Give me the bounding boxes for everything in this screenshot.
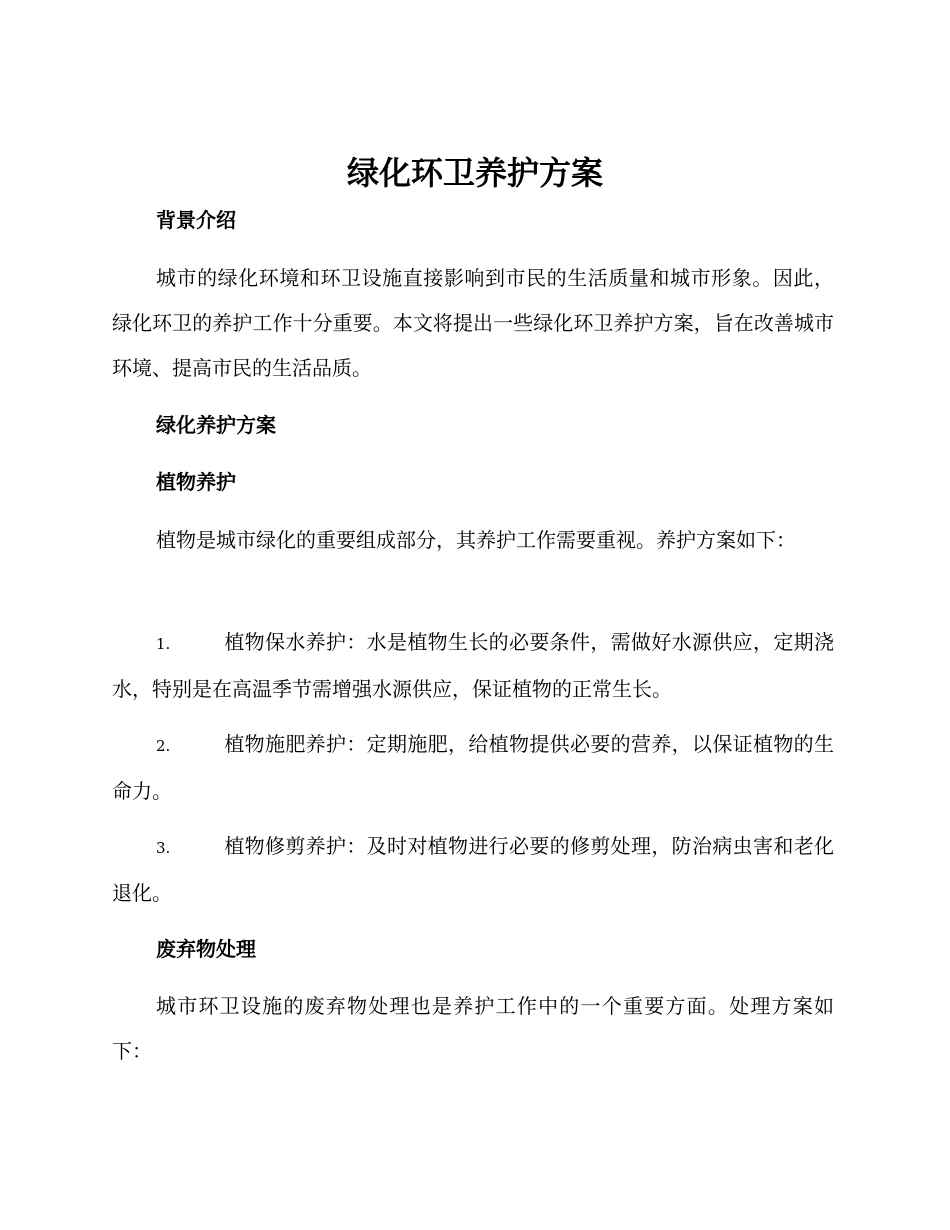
section-heading-background: 背景介绍: [156, 208, 236, 232]
section-heading-waste: 废弃物处理: [156, 937, 256, 961]
list-item-number: 3.: [156, 839, 171, 857]
list-item-number: 1.: [156, 635, 171, 653]
section-heading-greening: 绿化养护方案: [156, 413, 276, 437]
list-item-text: 植物修剪养护：及时对植物进行必要的修剪处理，防治病虫害和老化退化。: [112, 834, 834, 905]
section-heading-plant: 植物养护: [156, 470, 236, 494]
list-item-text: 植物施肥养护：定期施肥，给植物提供必要的营养，以保证植物的生命力。: [112, 732, 834, 803]
list-item: [112, 620, 834, 712]
list-item: [112, 824, 834, 916]
document-title: 绿化环卫养护方案: [346, 154, 603, 192]
list-item: [112, 722, 834, 814]
list-item-number: 2.: [156, 737, 171, 755]
list-item-text: 植物保水养护：水是植物生长的必要条件，需做好水源供应，定期浇水，特别是在高温季节需增强水源供应，保证植物的正常生长。: [112, 630, 834, 701]
paragraph-background: 城市的绿化环境和环卫设施直接影响到市民的生活质量和城市形象。因此，绿化环卫的养护工作十分重要。本文将提出一些绿化环卫养护方案，旨在改善城市环境、提高市民的生活品质。: [112, 266, 834, 380]
paragraph-waste: 城市环卫设施的废弃物处理也是养护工作中的一个重要方面。处理方案如下：: [112, 994, 834, 1063]
paragraph-plant: 植物是城市绿化的重要组成部分，其养护工作需要重视。养护方案如下：: [156, 528, 796, 552]
